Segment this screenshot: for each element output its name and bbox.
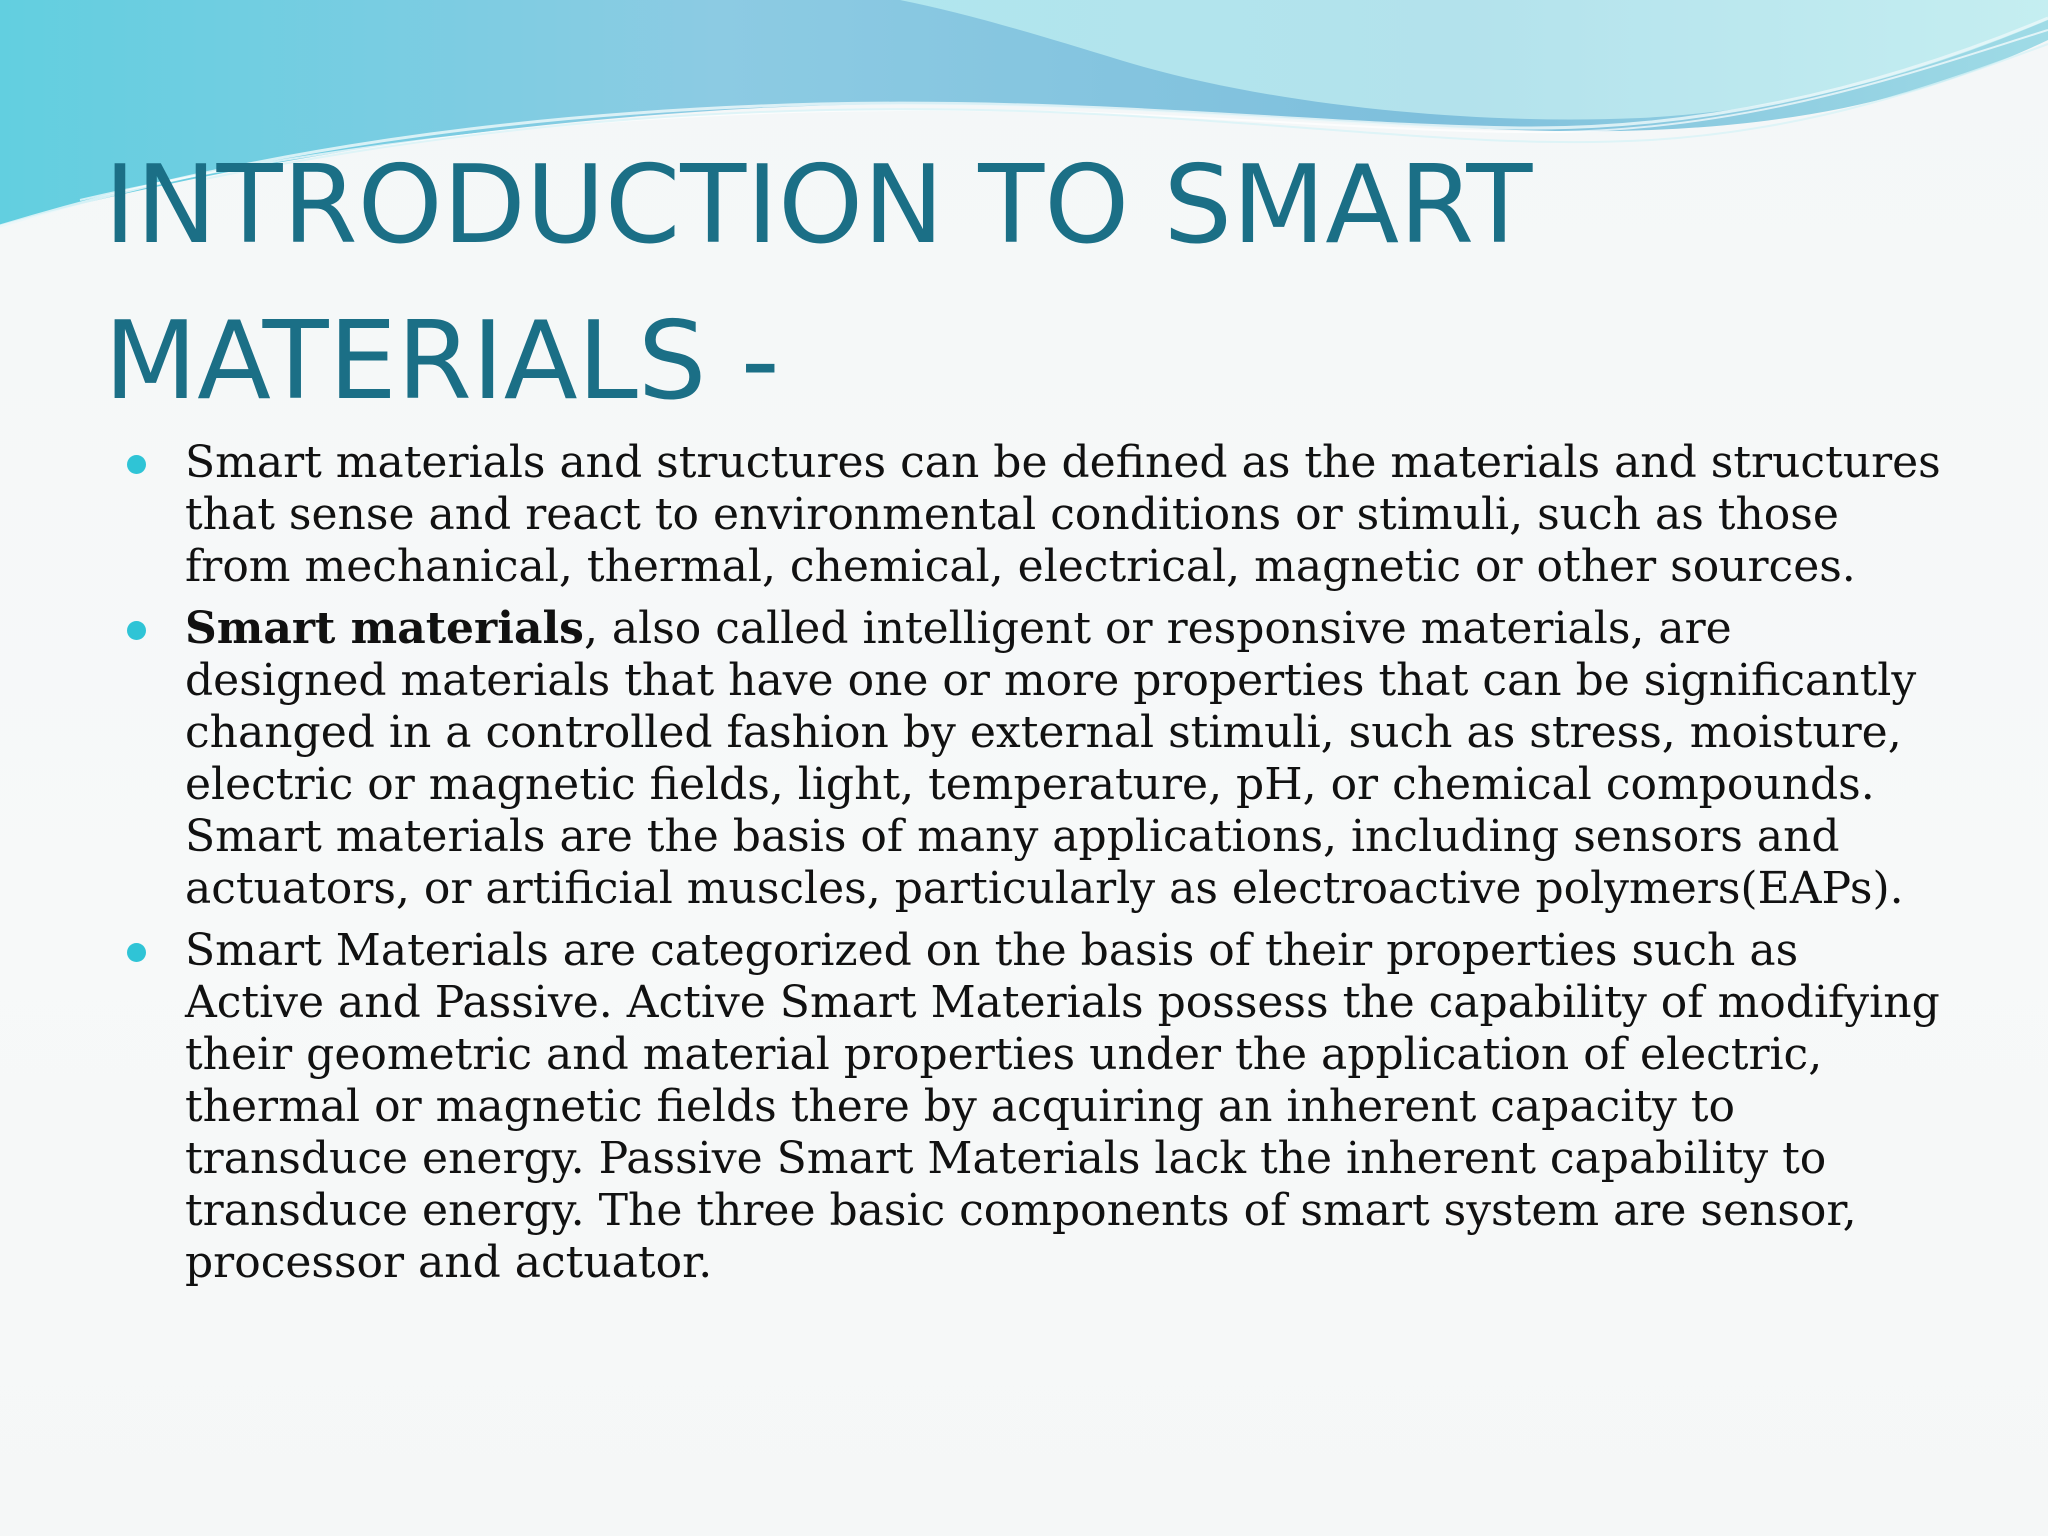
bullet-text: Smart materials and structures can be defined as the materials and structures that sense and react to environmental conditions or stimuli, such as those from mechanical, thermal, chemical, electrical, magnetic or other sources. bbox=[185, 437, 1941, 592]
slide-title: INTRODUCTION TO SMART MATERIALS - bbox=[104, 143, 1533, 424]
bullet-item bbox=[185, 437, 1945, 593]
bullet-dot-icon bbox=[127, 943, 146, 962]
bullet-dot-icon bbox=[127, 455, 146, 474]
bullet-bold-term: Smart materials bbox=[185, 603, 584, 654]
bullet-item bbox=[185, 603, 1945, 915]
bullet-text: Smart Materials are categorized on the basis of their properties such as Active and Passive. Active Smart Materials possess the capability of modifying their geometric and material properties under the application of electric, thermal or magnetic fields there by acquiring an inherent capacity to transduce energy. Passive Smart Materials lack the inherent capability to transduce energy. The three basic components of smart system are sensor, processor and actuator. bbox=[185, 925, 1940, 1288]
bullet-text: , also called intelligent or responsive materials, are designed materials that have one or more properties that can be significantly changed in a controlled fashion by external stimuli, such as stress, moisture, electric or magnetic fields, light, temperature, pH, or chemical compounds. Smart materials are the basis of many applications, including sensors and actuators, or artificial muscles, particularly as electroactive polymers(EAPs). bbox=[185, 603, 1917, 914]
bullet-item bbox=[185, 925, 1945, 1289]
bullet-dot-icon bbox=[127, 621, 146, 640]
bullet-list bbox=[185, 437, 1945, 1299]
